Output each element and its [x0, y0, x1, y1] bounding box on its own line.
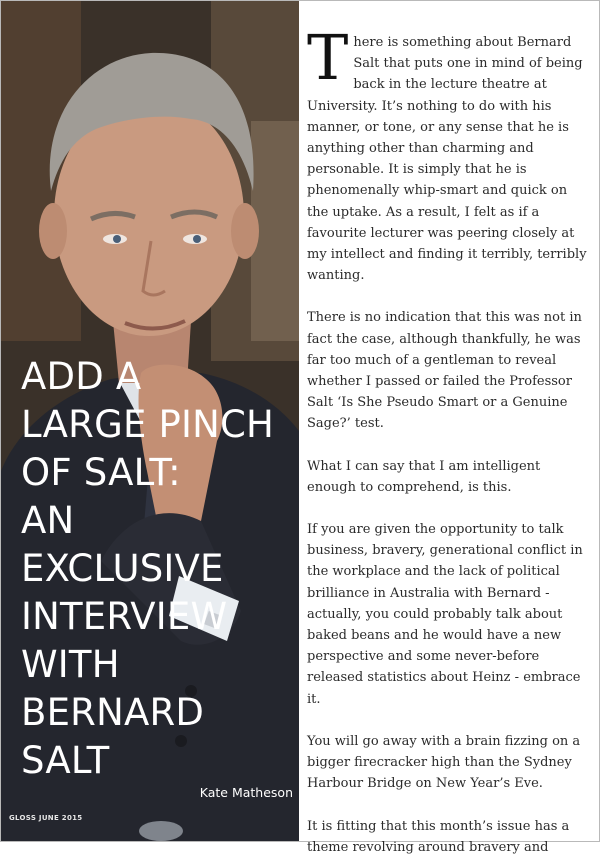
headline-line: OF SALT:: [21, 451, 181, 494]
article-paragraph: If you are given the opportunity to talk business, bravery, generational conflict in the workplace and the lack of political brilliance in Australia with Bernard - actually, you could probably talk about baked beans and he would have a new perspective and some never-before released statistics about Heinz - embrace it.: [307, 522, 583, 707]
article-paragraph: [307, 21, 589, 286]
headline-line: INTERVIEW: [21, 595, 228, 638]
headline-line: ADD A: [21, 355, 142, 398]
cover-photo: [1, 1, 299, 841]
headline-line: AN: [21, 499, 75, 542]
headline-line: EXCLUSIVE: [21, 547, 224, 590]
article-paragraph: It is fitting that this month’s issue has a theme revolving around bravery and: [307, 818, 570, 855]
drop-cap: T: [307, 21, 349, 94]
article-paragraph: There is no indication that this was not in fact the case, although thankfully, he was far too much of a gentleman to reveal whether I passed or failed the Professor Salt ‘Is She Pseudo Smart or a Genuine Sage?’ test.: [307, 310, 582, 432]
publication-tag: GLOSS JUNE 2015: [9, 814, 83, 822]
headline-line: LARGE PINCH: [21, 403, 275, 446]
author-byline: Kate Matheson: [199, 785, 293, 800]
headline-line: SALT: [21, 739, 110, 782]
headline-line: WITH: [21, 643, 120, 686]
article-paragraph: You will go away with a brain fizzing on a bigger firecracker high than the Sydney Harbour Bridge on New Year’s Eve.: [307, 733, 581, 792]
headline-line: BERNARD: [21, 691, 205, 734]
paragraph-text: here is something about Bernard Salt that puts one in mind of being back in the lecture theatre at University. It’s nothing to do with his manner, or tone, or any sense that he is anything other than charming and personable. It is simply that he is phenomenally whip-smart and quick on the uptake. As a result, I felt as if a favourite lecturer was peering closely at my intellect and finding it terribly, terribly wanting.: [307, 35, 587, 284]
article-column: [307, 21, 589, 855]
article-paragraph: What I can say that I am intelligent enough to comprehend, is this.: [307, 458, 541, 495]
headline: [21, 353, 291, 785]
